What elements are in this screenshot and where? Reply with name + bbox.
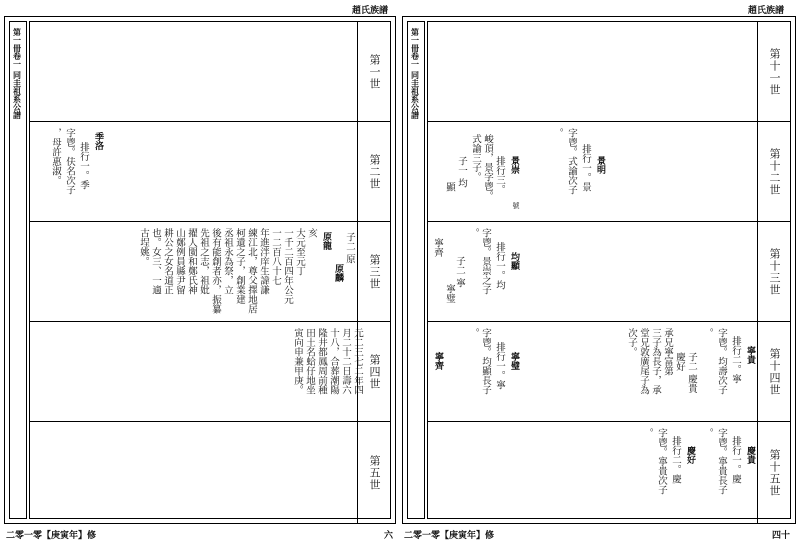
left-header-title: 趙氏族譜 xyxy=(352,6,389,16)
left-spine: 第一冊卷一 同圭祖系公譜 xyxy=(9,21,27,519)
person-name: 季洛 xyxy=(93,132,103,150)
row-gen15: 第十五世 慶貴 排行一。慶 字鬯。寧貴長子 。 慶好 排行二。慶 字鬯。寧貴次子 。 xyxy=(428,422,790,524)
right-page-number: 四十 xyxy=(772,531,791,541)
row-gen13: 第十三世 均顯 排行一。均 字鬯。景崇之子 。 子二 寧 寧齊 寧璧 xyxy=(428,222,790,322)
row-gen1 xyxy=(30,22,390,122)
row-gen3: 第三世 子二 原 原麟 原龍 亥 大元至元丁 一千二百四年公元 一二百八十七 年進泮庠生諱謙 練江北，尊父擇地居 柯遺之子，創業建 丞祖永為祭，立 後有能創者亦，振纂 先祖之志，祖妣 擢人閩和鄭氏神 山鄭例員縣尹留 耕公之女名道正 也。女三、一適 古埕姚。 xyxy=(30,222,390,322)
generation-label: 第十五世 xyxy=(768,449,781,497)
left-grid xyxy=(29,21,391,519)
row-gen2: 第二世 季洛 排行一。季 字鬯。伕名次子 ，母許惠淑。 xyxy=(30,122,390,222)
right-spine: 第一冊卷一 同圭祖系公譜 xyxy=(407,21,425,519)
generation-label: 第四世 xyxy=(368,353,381,390)
right-grid xyxy=(427,21,791,519)
row-gen5 xyxy=(30,422,390,524)
generation-label: 第十一世 xyxy=(768,47,781,96)
generation-label: 第一世 xyxy=(368,53,381,90)
right-header-title: 趙氏族譜 xyxy=(748,6,785,16)
right-page xyxy=(402,16,796,524)
left-page xyxy=(4,16,396,524)
generation-label: 第二世 xyxy=(368,153,381,190)
generation-label: 第三世 xyxy=(368,253,381,290)
row-gen14: 第十四世 寧貴 排行二。寧 字鬯。均壽次子 。 子二 慶貴 慶好 承兄寧富第 三子為長子，承 堂兄敦廣尾子為 次子。 寧璧 排行一。寧 字鬯。均顯長子 。 寧齊 xyxy=(428,322,790,422)
left-page-number: 六 xyxy=(384,531,394,541)
row-gen4: 第四世 元二三七二年四 月二十二日壽六 十八，合葬潮陽 隆井都鳳周前種 田土名蛤仔地坐 寅向申兼甲庚。 xyxy=(30,322,390,422)
left-footer-label: 二零一零【庚寅年】修 xyxy=(6,531,97,541)
row-gen11 xyxy=(428,22,790,122)
right-footer-label: 二零一零【庚寅年】修 xyxy=(404,531,495,541)
generation-label: 第五世 xyxy=(368,455,381,491)
generation-label: 第十四世 xyxy=(768,347,781,396)
generation-label: 第十三世 xyxy=(768,247,781,296)
generation-label: 第十二世 xyxy=(768,147,781,196)
row-gen12: 第十二世 景明 排行一。景 字鬯。式諭次子 。 景崇 排行三。 號 峻頂，景字鬯。 式諭三子。 子一 均 顯 xyxy=(428,122,790,222)
